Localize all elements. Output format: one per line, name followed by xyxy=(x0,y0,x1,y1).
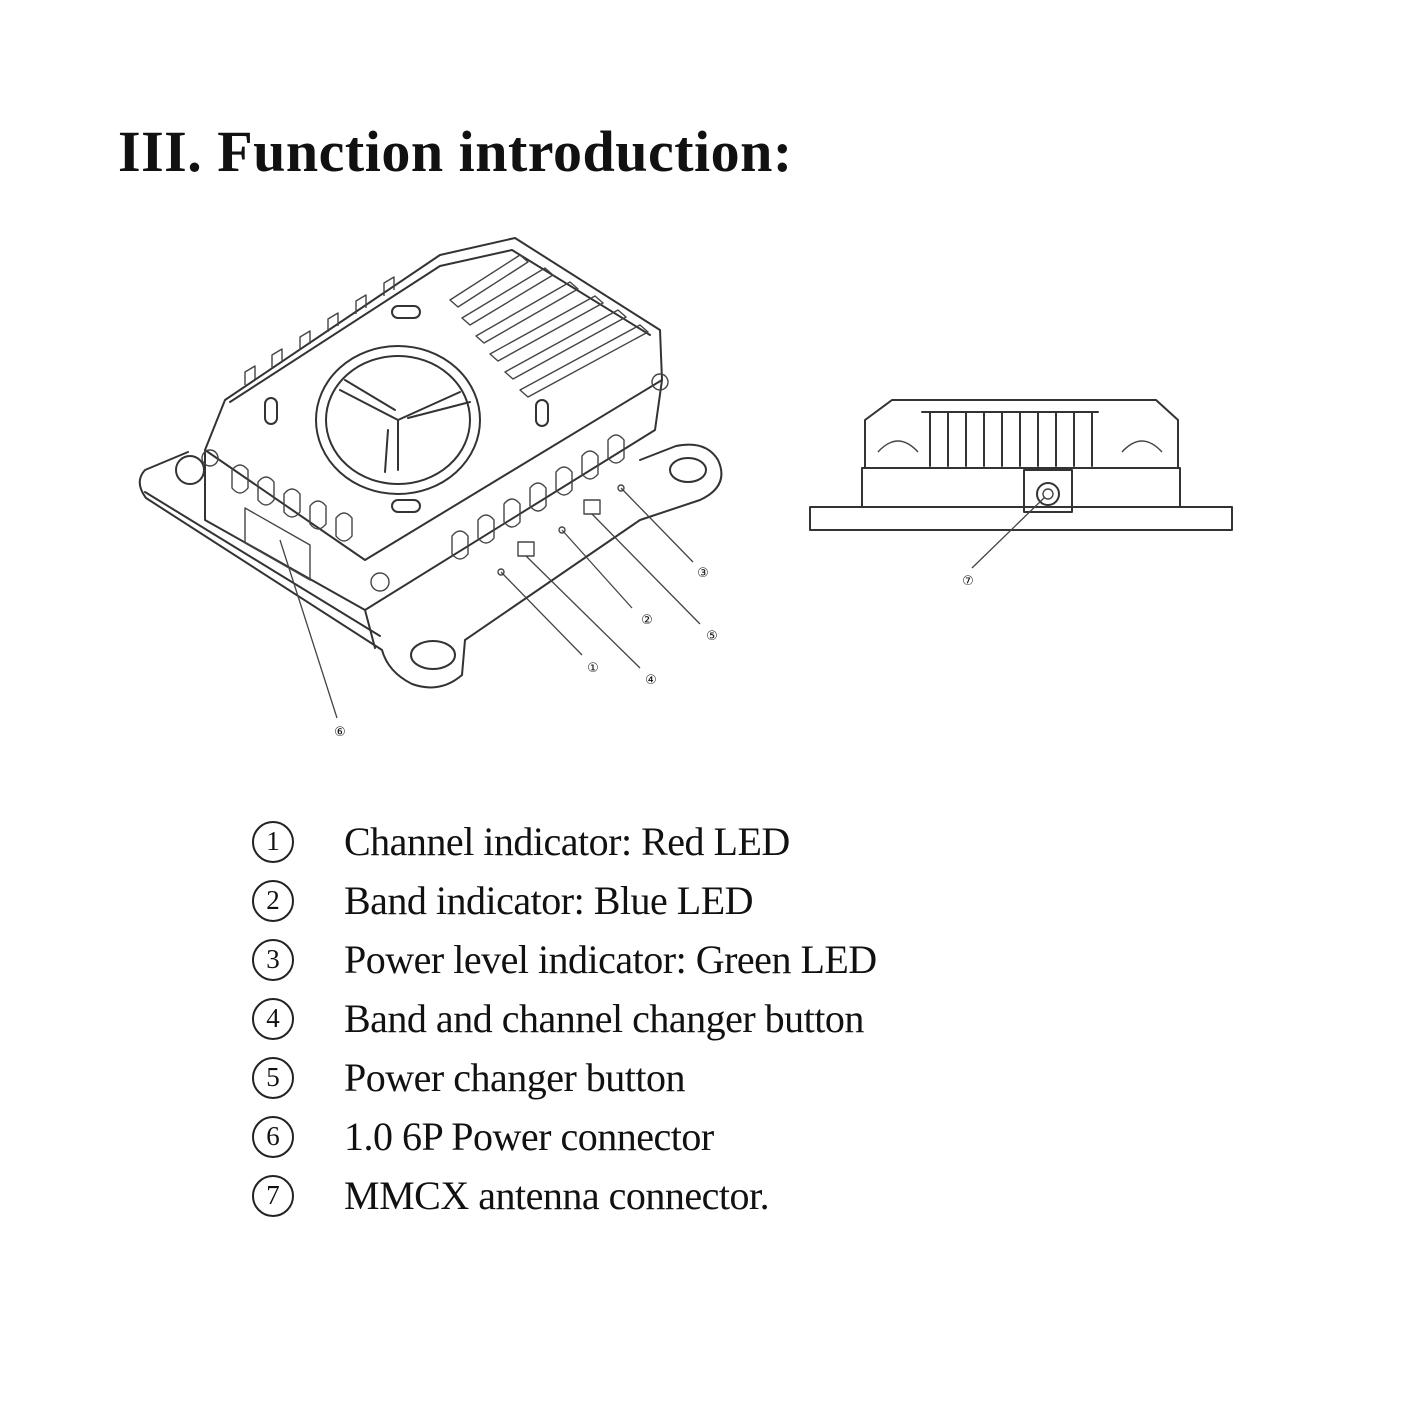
legend-text-1: Channel indicator: Red LED xyxy=(344,819,790,864)
legend-number-4: 4 xyxy=(252,998,294,1040)
legend-number-5: 5 xyxy=(252,1057,294,1099)
legend-number-1: 1 xyxy=(252,821,294,863)
leader-lines xyxy=(280,488,1045,718)
legend-item-7 xyxy=(252,1166,877,1225)
legend-item-3 xyxy=(252,930,877,989)
callout-6: ⑥ xyxy=(334,725,346,740)
legend-text-5: Power changer button xyxy=(344,1055,686,1100)
callout-4: ④ xyxy=(645,673,657,688)
callout-1: ① xyxy=(587,661,599,676)
legend-item-4 xyxy=(252,989,877,1048)
callout-2: ② xyxy=(641,613,653,628)
legend-item-6 xyxy=(252,1107,877,1166)
legend-text-6: 1.0 6P Power connector xyxy=(344,1114,714,1159)
legend-list xyxy=(252,812,877,1225)
callout-5: ⑤ xyxy=(706,629,718,644)
device-iso-view xyxy=(140,238,722,687)
legend-text-7: MMCX antenna connector. xyxy=(344,1173,770,1218)
page-title: III. Function introduction: xyxy=(118,119,793,184)
callout-7: ⑦ xyxy=(962,574,974,589)
legend-number-7: 7 xyxy=(252,1175,294,1217)
legend-number-3: 3 xyxy=(252,939,294,981)
legend-text-4: Band and channel changer button xyxy=(344,996,864,1041)
callout-3: ③ xyxy=(697,566,709,581)
legend-text-3: Power level indicator: Green LED xyxy=(344,937,877,982)
legend-number-2: 2 xyxy=(252,880,294,922)
legend-item-5 xyxy=(252,1048,877,1107)
legend-number-6: 6 xyxy=(252,1116,294,1158)
device-side-view xyxy=(810,400,1232,530)
legend-item-1 xyxy=(252,812,877,871)
legend-item-2 xyxy=(252,871,877,930)
legend-text-2: Band indicator: Blue LED xyxy=(344,878,754,923)
